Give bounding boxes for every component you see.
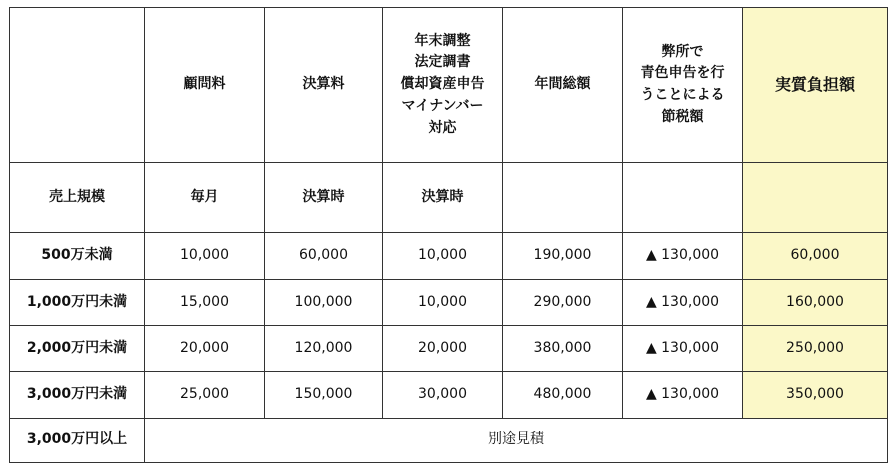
settlement-fee-cell: 150,000 bbox=[265, 372, 383, 418]
net-burden-cell: 60,000 bbox=[743, 233, 888, 279]
net-burden-cell: 250,000 bbox=[743, 326, 888, 372]
header-corner-cell bbox=[10, 8, 145, 163]
unit-at-settlement: 決算時 bbox=[383, 163, 503, 233]
annual-total-cell: 190,000 bbox=[503, 233, 623, 279]
table-row bbox=[10, 233, 888, 279]
advisory-fee-cell: 25,000 bbox=[145, 372, 265, 418]
header-tax-saving bbox=[623, 8, 743, 163]
header-line: うことによる bbox=[640, 87, 725, 103]
year-end-fee-cell: 20,000 bbox=[383, 326, 503, 372]
header-row bbox=[10, 8, 888, 163]
unit-monthly: 毎月 bbox=[145, 163, 265, 233]
header-line: 法定調書 bbox=[414, 54, 471, 71]
unit-label-sales-scale: 売上規模 bbox=[10, 163, 145, 233]
header-line: 対応 bbox=[428, 119, 457, 136]
net-burden-cell: 350,000 bbox=[743, 372, 888, 418]
year-end-fee-cell: 10,000 bbox=[383, 233, 503, 279]
annual-total-cell: 480,000 bbox=[503, 372, 623, 418]
table-row bbox=[10, 279, 888, 325]
sales-scale-cell: 3,000万円以上 bbox=[10, 418, 145, 462]
header-year-end-services bbox=[383, 8, 503, 163]
header-line: マイナンバー bbox=[401, 97, 484, 114]
advisory-fee-cell: 15,000 bbox=[145, 279, 265, 325]
header-settlement-fee: 決算料 bbox=[265, 8, 383, 163]
header-line: 青色申告を行 bbox=[640, 65, 725, 82]
sales-scale-cell: 1,000万円未満 bbox=[10, 279, 145, 325]
table-row bbox=[10, 326, 888, 372]
unit-empty-cell bbox=[623, 163, 743, 233]
settlement-fee-cell: 120,000 bbox=[265, 326, 383, 372]
header-net-burden: 実質負担額 bbox=[743, 8, 888, 163]
unit-empty-cell bbox=[743, 163, 888, 233]
year-end-fee-cell: 10,000 bbox=[383, 279, 503, 325]
fee-table bbox=[9, 7, 888, 463]
annual-total-cell: 290,000 bbox=[503, 279, 623, 325]
sales-scale-cell: 2,000万円未満 bbox=[10, 326, 145, 372]
table-row bbox=[10, 372, 888, 418]
net-burden-cell: 160,000 bbox=[743, 279, 888, 325]
settlement-fee-cell: 100,000 bbox=[265, 279, 383, 325]
sales-scale-cell: 500万未満 bbox=[10, 233, 145, 279]
tax-saving-cell: ▲ 130,000 bbox=[623, 372, 743, 418]
tax-saving-cell: ▲ 130,000 bbox=[623, 279, 743, 325]
unit-at-settlement: 決算時 bbox=[265, 163, 383, 233]
year-end-fee-cell: 30,000 bbox=[383, 372, 503, 418]
header-line: 節税額 bbox=[661, 108, 704, 125]
tax-saving-cell: ▲ 130,000 bbox=[623, 326, 743, 372]
separate-quote-cell: 別途見積 bbox=[145, 418, 888, 462]
unit-empty-cell bbox=[503, 163, 623, 233]
advisory-fee-cell: 20,000 bbox=[145, 326, 265, 372]
advisory-fee-cell: 10,000 bbox=[145, 233, 265, 279]
annual-total-cell: 380,000 bbox=[503, 326, 623, 372]
header-line: 年末調整 bbox=[414, 32, 471, 49]
header-line: 弊所で bbox=[661, 43, 704, 60]
header-annual-total: 年間総額 bbox=[503, 8, 623, 163]
table-row-over-30m bbox=[10, 418, 888, 462]
settlement-fee-cell: 60,000 bbox=[265, 233, 383, 279]
sales-scale-cell: 3,000万円未満 bbox=[10, 372, 145, 418]
tax-saving-cell: ▲ 130,000 bbox=[623, 233, 743, 279]
header-line: 償却資産申告 bbox=[400, 76, 485, 93]
header-advisory-fee: 顧問料 bbox=[145, 8, 265, 163]
unit-row bbox=[10, 163, 888, 233]
